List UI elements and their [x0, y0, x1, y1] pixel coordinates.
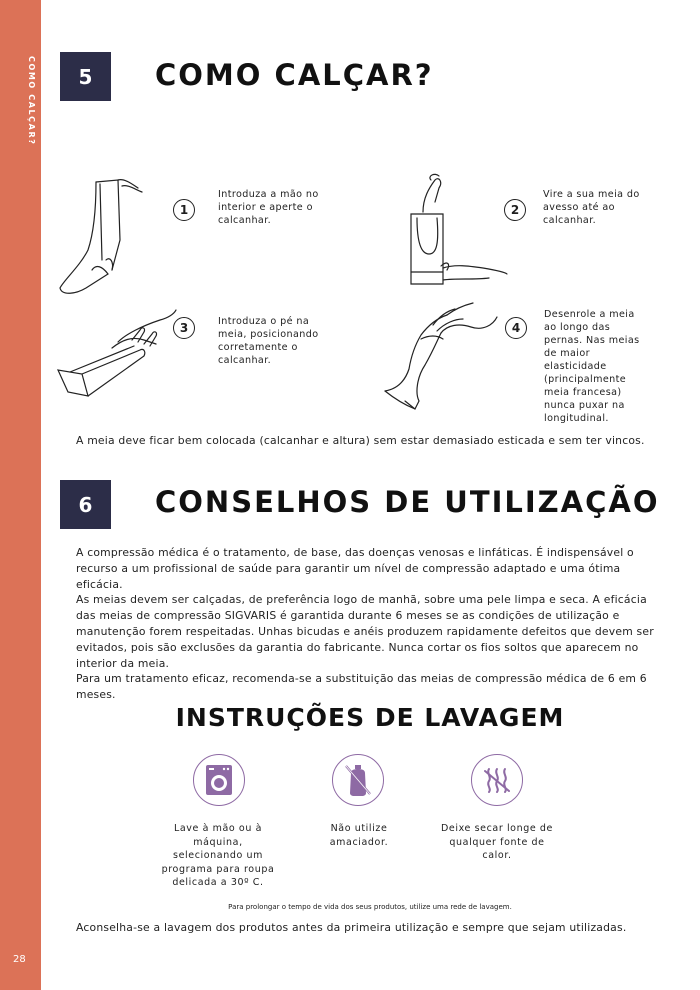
advice-paragraph: A compressão médica é o tratamento, de base, das doenças venosas e linfáticas. É indispensável o recurso a um profissional de saúde para garantir um nível de compressão adaptado e uma ótima eficácia. — [76, 546, 634, 591]
advice-text — [76, 545, 661, 703]
section-title: CONSELHOS DE UTILIZAÇÃO — [155, 485, 660, 519]
no-heat-icon — [471, 754, 523, 806]
step-text-3: Introduza o pé na meia, posicionando corretamente o calcanhar. — [218, 316, 319, 366]
washing-instruction: Deixe secar longe de qualquer fonte de calor. — [440, 823, 553, 861]
page-number: 28 — [13, 954, 26, 965]
step-number-2: 2 — [504, 199, 526, 221]
foot-into-stocking-illustration — [52, 300, 177, 400]
step-text-4: Desenrole a meia ao longo das pernas. Nas meias de maior elasticidade (principalmente meia francesa) nunca puxar na longitudinal. — [544, 309, 640, 424]
step-text-1: Introduza a mão no interior e aperte o calcanhar. — [218, 189, 319, 226]
section-title: COMO CALÇAR? — [155, 58, 434, 92]
step-number-1: 1 — [173, 199, 195, 221]
hand-in-stocking-illustration — [52, 170, 162, 300]
advice-paragraph: As meias devem ser calçadas, de preferência logo de manhã, sobre uma pele limpa e seca. A eficácia das meias de compressão SIGVARIS é garantida durante 6 meses se as condições de utilização e manutenção forem respeitadas. Unhas bicudas e anéis produzem rapidamente defeitos que devem ser evitados, pois são exclusões da garantia do fabricante. Nunca cortar os fios soltos que aparecem no interior da meia. — [76, 593, 654, 670]
no-softener-icon — [332, 754, 384, 806]
sidebar — [0, 0, 41, 990]
unroll-stocking-illustration — [375, 295, 500, 420]
inside-out-stocking-illustration — [395, 172, 510, 297]
washing-instruction: Não utilize amaciador. — [329, 823, 389, 848]
washing-footer: Aconselha-se a lavagem dos produtos antes da primeira utilização e sempre que sejam utilizadas. — [76, 921, 627, 934]
washing-net-note: Para prolongar o tempo de vida dos seus produtos, utilize uma rede de lavagem. — [228, 903, 512, 911]
section-number-badge: 5 — [60, 52, 111, 101]
washing-machine-icon — [193, 754, 245, 806]
section-number-badge: 6 — [60, 480, 111, 529]
step-number-3: 3 — [173, 317, 195, 339]
washing-instruction: Lave à mão ou à máquina, selecionando um programa para roupa delicada a 30º C. — [161, 823, 275, 888]
step-number-4: 4 — [505, 317, 527, 339]
advice-paragraph: Para um tratamento eficaz, recomenda-se a substituição das meias de compressão médica de 6 em 6 meses. — [76, 672, 647, 702]
step-text-2: Vire a sua meia do avesso até ao calcanhar. — [543, 189, 640, 226]
washing-title: INSTRUÇÕES DE LAVAGEM — [175, 703, 565, 732]
fitting-note: A meia deve ficar bem colocada (calcanhar e altura) sem estar demasiado esticada e sem ter vincos. — [76, 434, 645, 447]
sidebar-label: COMO CALÇAR? — [27, 56, 36, 146]
